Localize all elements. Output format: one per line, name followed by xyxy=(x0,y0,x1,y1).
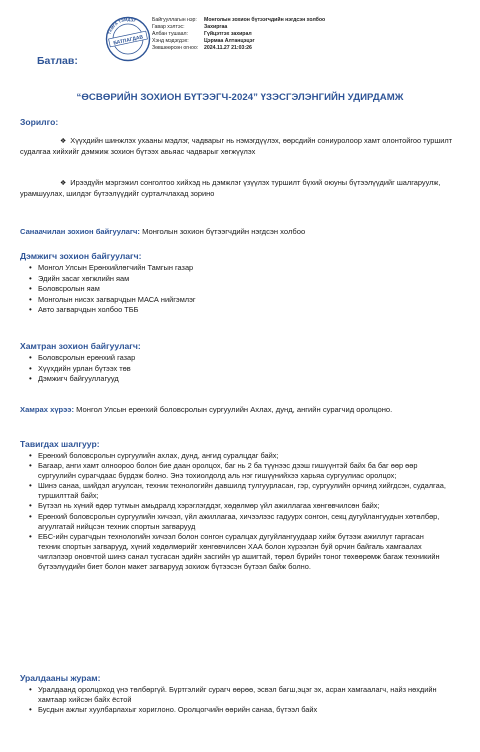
goal-heading: Зорилго: xyxy=(20,117,59,127)
list-item: • Уралдаанд оролцоход үнэ төлбөргүй. Бүртгэлийг сурагч өөрөө, эсвэл багш,эцэг эх, асран хамгаалагч, найз нөхдийн хамтаар хийсэн байх ёстой xyxy=(28,685,448,705)
stamp-text: БАТЛАГДАВ xyxy=(112,34,144,47)
organizer-line xyxy=(20,227,460,237)
list-item: • Шинэ санаа, шийдэл агуулсан, техник технологийн давшилд тулгуурласан, гэр, сургуулийн орчинд хийгдсэн, судалгаа, туршилттай байх; xyxy=(28,481,448,501)
criteria-heading: Тавигдах шалгуур: xyxy=(20,439,100,449)
scope-value: Монгол Улсын ерөнхий боловсролын сургуулийн Ахлах, дунд, ангийн сурагчид оролцоно. xyxy=(76,405,393,414)
organizer-value: Монголын зохион бүтээгчдийн нэгдсэн холбоо xyxy=(142,227,306,236)
diamond-bullet-icon: ❖ xyxy=(60,138,67,145)
goal-paragraph-2: ❖ Ирээдүйн мэргэжил сонголтоо хийхэд нь дэмжлэг үзүүлэх туршилт бүхий оюуны бүтээлүүдийг шалгаруулж, урамшуулах, шилдэг бүтээлүүдийг сурталчлахад зорино xyxy=(20,178,441,199)
scope-paragraph xyxy=(20,405,460,415)
organizer-label: Санаачилан зохион байгуулагч: xyxy=(20,227,140,236)
list-item: • Дэмжигч байгууллагууд xyxy=(28,374,428,385)
list-item: • Ерөнхий боловсролын сургуулийн хичээл, үйл ажиллагаа, хичээлээс гадуурх сонгон, секц дугуйлангуудын хөтөлбөр, агуулгатай нийцсэн техник спортын загварууд xyxy=(28,512,448,532)
participation-list xyxy=(28,685,448,715)
list-item: • Монгол Улсын Ерөнхийлөгчийн Тамгын газар xyxy=(28,263,428,274)
list-item: • Монголын нисэх загварчдын МАСА нийгэмлэг xyxy=(28,295,428,306)
list-item: • Хүүхдийн урлан бүтээх төв xyxy=(28,364,428,375)
partners-list xyxy=(28,353,428,385)
svg-text:ТАМГА ТЭМДЭГ: ТАМГА ТЭМДЭГ xyxy=(106,16,137,35)
list-item: • Боловсролын яам xyxy=(28,284,428,295)
list-item: • Эдийн засаг хөгжлийн яам xyxy=(28,274,428,285)
list-item: • Бүтээл нь хүний өдөр тутмын амьдралд хэрэглэгддэг, хөдөлмөр үйл ажиллагаа хөнгөвчилсөн байх; xyxy=(28,501,448,511)
participation-heading: Уралдааны журам: xyxy=(20,673,101,683)
diamond-bullet-icon: ❖ xyxy=(60,180,67,187)
document-title: “ӨСВӨРИЙН ЗОХИОН БҮТЭЭГЧ-2024” ҮЗЭСГЭЛЭНГИЙН УДИРДАМЖ xyxy=(76,92,404,103)
list-item: • Авто загварчдын холбоо ТББ xyxy=(28,305,428,316)
supporters-list xyxy=(28,263,428,316)
list-item: • Боловсролын ерөнхий газар xyxy=(28,353,428,364)
list-item: • Ерөнхий боловсролын сургуулийн ахлах, дунд, ангид суралцдаг байх; xyxy=(28,451,448,461)
approval-stamp xyxy=(105,16,151,62)
list-item: • ЕБС-ийн сурагчдын технологийн хичээл болон сонгон суралцах дугуйлангуудаар хийж бүтээж ажиллут гаргасан техник спортын загварууд, хүний хөдөлмөрийг хөнгөвчилсөн ХАА болон хүрээлэн буй орчин байгаль хамгаалах чиглэлээр оновчтой шинэ санал тусгасан эдийн засгийн үр ашигтай, төрөл бүрийн тоног төхөөрөмж багаж техникийн бүтээлүүдийн биет болон макет загварууд зохиож бүтээсэн бүтээл байж болно. xyxy=(28,532,448,572)
scope-label: Хамрах хүрээ: xyxy=(20,405,75,414)
supporters-heading: Дэмжигч зохион байгуулагч: xyxy=(20,251,142,261)
list-item: • Бусдын ажлыг хуулбарлахыг хориглоно. Оролцогчийн өөрийн санаа, бүтээл байх xyxy=(28,705,448,715)
list-item: • Багаар, анги хамт олноороо болон бие даан оролцох, баг нь 2 ба түүнээс дээш гишүүнтэй байх ба баг өөр өөр сургуулийн сурагчдаас бүрдэж болно. Энэ тохиолдолд аль нэг гишүүнийхээ харьяа сургуулиас оролцох; xyxy=(28,461,448,481)
approval-meta: Байгууллагын нэр: Монголын зохион бүтээгчдийн нэгдсэн холбоо Гавар хэлтэс: Захиргаа Албан тушаал: Гүйцэтгэх захирал Хэнд мэдэгдэх: Цэрмаа Алтанцэцэг Зөвшөөрсөн огноо: 2024.11.27 21:03:26 xyxy=(152,17,326,52)
approval-label: Батлав: xyxy=(37,55,78,67)
goal-paragraph-1: ❖ Хүүхдийн шинжлэх ухааны мэдлэг, чадварыг нь нэмэгдүүлэх, өөрсдийн сониуролоор хамт олонтойгоо туршилт судалгаа хийхийг дэмжиж зохион бүтээх авьяас чадварыг хөгжүүлэх xyxy=(20,136,453,157)
criteria-list xyxy=(28,451,448,572)
partners-heading: Хамтран зохион байгуулагч: xyxy=(20,341,141,351)
